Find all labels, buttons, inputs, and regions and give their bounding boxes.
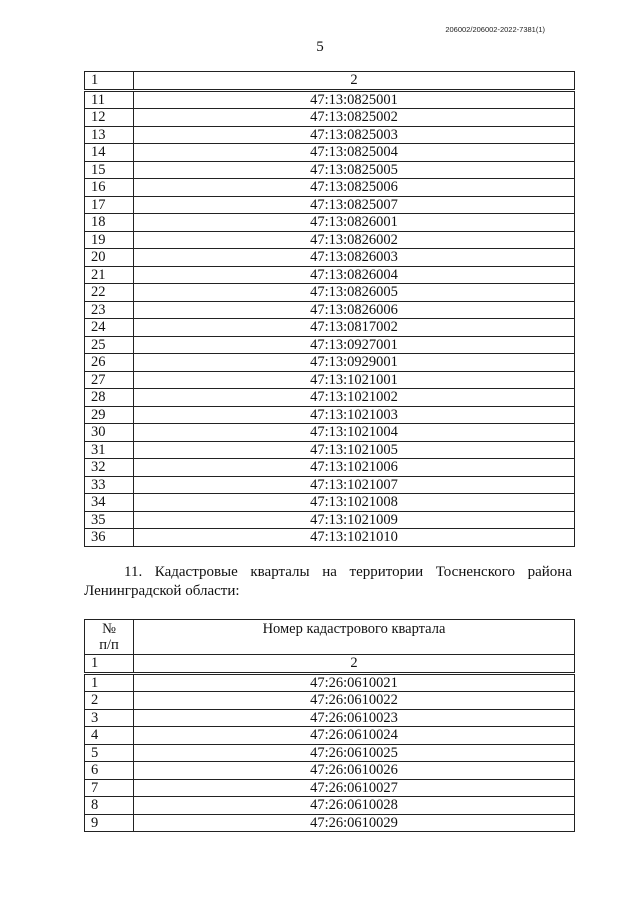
table-row (85, 266, 575, 284)
row-number-cell: 27 (85, 371, 134, 389)
table-row (85, 727, 575, 745)
row-number-cell: 29 (85, 406, 134, 424)
table-row (85, 284, 575, 302)
cadastral-number-cell: 47:13:0825004 (134, 144, 575, 162)
row-number-cell: 18 (85, 214, 134, 232)
row-number-cell: 1 (85, 673, 134, 692)
cadastral-number-cell: 47:13:1021006 (134, 459, 575, 477)
cadastral-number-cell: 47:13:1021008 (134, 494, 575, 512)
row-number-cell: 9 (85, 814, 134, 832)
table-row (85, 797, 575, 815)
cadastral-number-cell: 47:13:0826005 (134, 284, 575, 302)
section-paragraph (84, 563, 572, 601)
cadastral-number-cell: 47:13:0825005 (134, 161, 575, 179)
cadastral-number-cell: 47:13:0826001 (134, 214, 575, 232)
row-number-cell: 31 (85, 441, 134, 459)
table-row (85, 196, 575, 214)
cadastral-number-cell: 47:13:1021004 (134, 424, 575, 442)
cadastral-number-cell: 47:13:0817002 (134, 319, 575, 337)
column-number-cell: 1 (85, 72, 134, 91)
row-number-cell: 21 (85, 266, 134, 284)
row-number-cell: 3 (85, 709, 134, 727)
cadastral-number-header: Номер кадастрового квартала (134, 620, 575, 655)
row-number-cell: 7 (85, 779, 134, 797)
row-number-cell: 6 (85, 762, 134, 780)
table-row (85, 424, 575, 442)
cadastral-number-cell: 47:13:0826004 (134, 266, 575, 284)
table-row (85, 109, 575, 127)
cadastral-number-cell: 47:13:1021005 (134, 441, 575, 459)
table-row (85, 673, 575, 692)
column-number-cell: 2 (134, 655, 575, 674)
column-number-cell: 2 (134, 72, 575, 91)
cadastral-number-cell: 47:13:1021002 (134, 389, 575, 407)
table-row (85, 214, 575, 232)
row-number-cell: 19 (85, 231, 134, 249)
page-number: 5 (316, 39, 324, 55)
table-row (85, 179, 575, 197)
row-number-cell: 16 (85, 179, 134, 197)
table-row (85, 249, 575, 267)
cadastral-number-cell: 47:13:0825003 (134, 126, 575, 144)
cadastral-number-cell: 47:13:0929001 (134, 354, 575, 372)
cadastral-number-cell: 47:13:0826003 (134, 249, 575, 267)
table-row (85, 354, 575, 372)
cadastral-table-tosno (84, 619, 575, 832)
cadastral-number-cell: 47:26:0610021 (134, 673, 575, 692)
cadastral-number-cell: 47:26:0610027 (134, 779, 575, 797)
cadastral-table-continued (84, 71, 575, 547)
header-number-sign: № (102, 621, 116, 637)
table-row (85, 494, 575, 512)
cadastral-number-cell: 47:26:0610023 (134, 709, 575, 727)
table-row (85, 529, 575, 547)
row-number-cell: 12 (85, 109, 134, 127)
row-number-cell: 17 (85, 196, 134, 214)
row-number-cell: 13 (85, 126, 134, 144)
row-number-cell: 30 (85, 424, 134, 442)
section-heading-line: 11. Кадастровые кварталы на территории Тосненского района (124, 564, 572, 580)
row-number-cell: 4 (85, 727, 134, 745)
cadastral-number-cell: 47:26:0610022 (134, 692, 575, 710)
table-header-row (85, 620, 575, 655)
row-number-cell: 24 (85, 319, 134, 337)
table-row (85, 709, 575, 727)
cadastral-number-cell: 47:26:0610024 (134, 727, 575, 745)
cadastral-number-cell: 47:13:0825002 (134, 109, 575, 127)
cadastral-number-cell: 47:13:0826002 (134, 231, 575, 249)
cadastral-number-cell: 47:13:1021009 (134, 511, 575, 529)
cadastral-number-cell: 47:13:1021007 (134, 476, 575, 494)
table-row (85, 459, 575, 477)
cadastral-number-cell: 47:26:0610028 (134, 797, 575, 815)
table-row (85, 441, 575, 459)
row-number-cell: 33 (85, 476, 134, 494)
row-number-cell: 2 (85, 692, 134, 710)
table-row (85, 744, 575, 762)
cadastral-number-cell: 47:13:0825007 (134, 196, 575, 214)
table-row (85, 144, 575, 162)
cadastral-number-cell: 47:13:0825001 (134, 90, 575, 109)
section-heading-line: Ленинградской области: (84, 583, 240, 599)
table-numbering-row (85, 72, 575, 91)
table-row (85, 814, 575, 832)
cadastral-number-cell: 47:13:1021010 (134, 529, 575, 547)
table-numbering-row (85, 655, 575, 674)
row-number-header (85, 620, 134, 655)
table-row (85, 90, 575, 109)
cadastral-number-cell: 47:26:0610025 (134, 744, 575, 762)
table-row (85, 126, 575, 144)
row-number-cell: 11 (85, 90, 134, 109)
row-number-cell: 22 (85, 284, 134, 302)
row-number-cell: 25 (85, 336, 134, 354)
table-row (85, 371, 575, 389)
table-row (85, 389, 575, 407)
row-number-cell: 20 (85, 249, 134, 267)
table-row (85, 231, 575, 249)
row-number-cell: 26 (85, 354, 134, 372)
table-row (85, 319, 575, 337)
row-number-cell: 15 (85, 161, 134, 179)
table-row (85, 692, 575, 710)
table-row (85, 301, 575, 319)
cadastral-number-cell: 47:13:0927001 (134, 336, 575, 354)
table-row (85, 779, 575, 797)
cadastral-number-cell: 47:13:1021001 (134, 371, 575, 389)
row-number-cell: 36 (85, 529, 134, 547)
table-row (85, 406, 575, 424)
row-number-cell: 32 (85, 459, 134, 477)
row-number-cell: 23 (85, 301, 134, 319)
table-row (85, 511, 575, 529)
table-row (85, 476, 575, 494)
row-number-cell: 35 (85, 511, 134, 529)
row-number-cell: 5 (85, 744, 134, 762)
cadastral-number-cell: 47:26:0610026 (134, 762, 575, 780)
header-pp: п/п (99, 637, 119, 653)
row-number-cell: 14 (85, 144, 134, 162)
cadastral-number-cell: 47:13:0825006 (134, 179, 575, 197)
table-row (85, 762, 575, 780)
cadastral-number-cell: 47:26:0610029 (134, 814, 575, 832)
column-number-cell: 1 (85, 655, 134, 674)
cadastral-number-cell: 47:13:0826006 (134, 301, 575, 319)
row-number-cell: 34 (85, 494, 134, 512)
row-number-cell: 8 (85, 797, 134, 815)
table-body (85, 620, 575, 832)
document-id: 206002/206002-2022-7381(1) (445, 25, 545, 34)
cadastral-number-cell: 47:13:1021003 (134, 406, 575, 424)
table-row (85, 161, 575, 179)
table-row (85, 336, 575, 354)
row-number-cell: 28 (85, 389, 134, 407)
table-body (85, 72, 575, 547)
